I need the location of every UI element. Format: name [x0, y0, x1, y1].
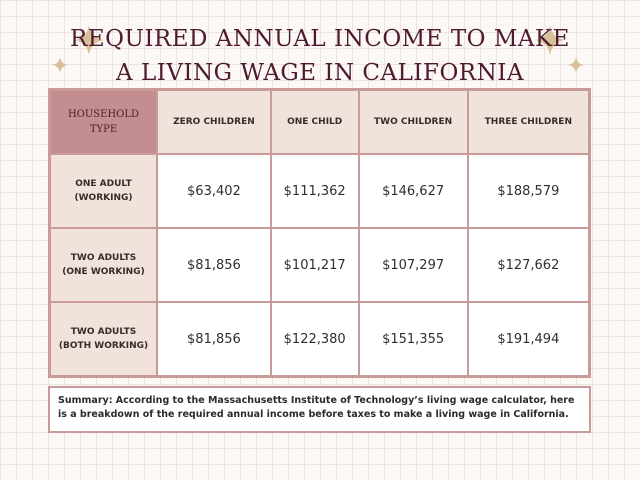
income-cell: $107,297 [359, 228, 468, 302]
row-header-line-1: ONE ADULT [75, 179, 132, 189]
income-cell: $81,856 [157, 228, 271, 302]
income-cell: $191,494 [468, 302, 589, 376]
row-header-line-1: TWO ADULTS [70, 327, 137, 337]
table-row [50, 154, 589, 228]
table-header-row [50, 90, 589, 154]
row-header-line-2: (ONE WORKING) [62, 267, 145, 277]
title-line-1: REQUIRED ANNUAL INCOME TO MAKE [70, 26, 570, 52]
income-cell: $101,217 [271, 228, 359, 302]
summary-box: Summary: According to the Massachusetts Institute of Technology’s living wage calculator, here is a breakdown of the required annual income before taxes to make a living wage in California. [48, 386, 591, 433]
income-cell: $63,402 [157, 154, 271, 228]
column-header: TWO CHILDREN [359, 90, 468, 154]
income-cell: $151,355 [359, 302, 468, 376]
row-header [50, 302, 157, 376]
row-header-line-2: (WORKING) [74, 193, 133, 203]
row-header-line-1: TWO ADULTS [70, 253, 137, 263]
row-header-line-2: (BOTH WORKING) [58, 341, 149, 351]
income-cell: $111,362 [271, 154, 359, 228]
income-cell: $146,627 [359, 154, 468, 228]
income-cell: $122,380 [271, 302, 359, 376]
household-type-header [50, 90, 157, 154]
column-header: ONE CHILD [271, 90, 359, 154]
table-row [50, 302, 589, 376]
row-header [50, 154, 157, 228]
living-wage-table [48, 88, 591, 378]
income-cell: $188,579 [468, 154, 589, 228]
income-cell: $127,662 [468, 228, 589, 302]
column-header: ZERO CHILDREN [157, 90, 271, 154]
column-header: THREE CHILDREN [468, 90, 589, 154]
page-title [0, 22, 640, 90]
income-cell: $81,856 [157, 302, 271, 376]
household-type-header-line-1: HOUSEHOLD [67, 109, 140, 120]
table-row [50, 228, 589, 302]
title-line-2: A LIVING WAGE IN CALIFORNIA [116, 60, 524, 86]
household-type-header-line-2: TYPE [89, 124, 118, 135]
row-header [50, 228, 157, 302]
